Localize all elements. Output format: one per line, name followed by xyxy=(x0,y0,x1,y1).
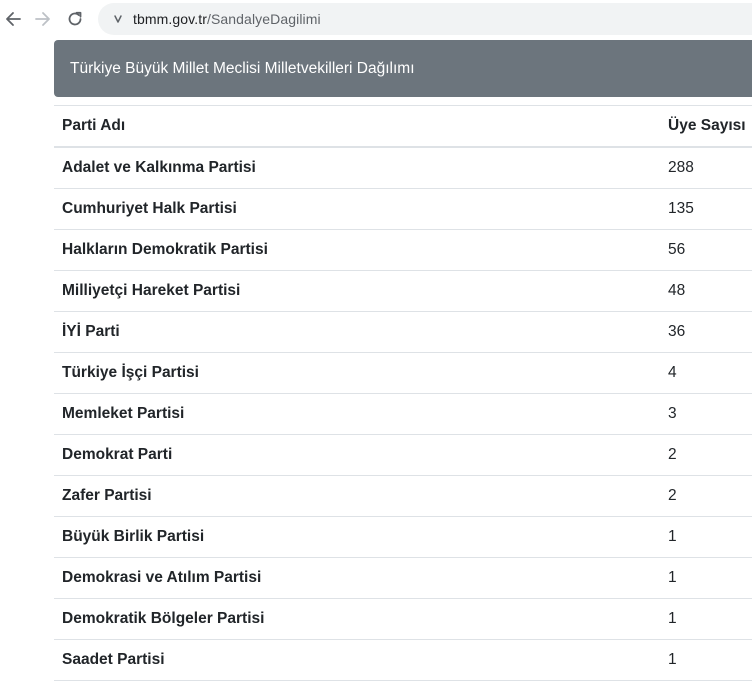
party-name: Milliyetçi Hareket Partisi xyxy=(54,271,660,312)
table-header-row xyxy=(54,106,752,148)
table-row xyxy=(54,394,752,435)
page-content xyxy=(0,38,752,684)
seat-count: 135 xyxy=(660,189,752,230)
card-header xyxy=(54,40,752,97)
seat-count: 4 xyxy=(660,353,752,394)
url-path: /SandalyeDagilimi xyxy=(206,11,321,27)
reload-button[interactable] xyxy=(63,7,87,31)
party-name: Demokratik Bölgeler Partisi xyxy=(54,599,660,640)
table-row xyxy=(54,517,752,558)
address-bar[interactable] xyxy=(98,3,752,35)
seat-count: 3 xyxy=(660,394,752,435)
arrow-left-icon xyxy=(5,11,21,27)
seat-count: 36 xyxy=(660,312,752,353)
table-row xyxy=(54,558,752,599)
party-name: Cumhuriyet Halk Partisi xyxy=(54,189,660,230)
reload-icon xyxy=(67,11,83,27)
party-name: Halkların Demokratik Partisi xyxy=(54,230,660,271)
party-name: İYİ Parti xyxy=(54,312,660,353)
column-header-party: Parti Adı xyxy=(54,106,660,148)
table-row xyxy=(54,230,752,271)
table-row xyxy=(54,435,752,476)
url-host: tbmm.gov.tr xyxy=(133,11,207,27)
seat-count: 2 xyxy=(660,476,752,517)
party-name: Türkiye İşçi Partisi xyxy=(54,353,660,394)
party-name: Memleket Partisi xyxy=(54,394,660,435)
party-name: Demokrat Parti xyxy=(54,435,660,476)
column-header-seats: Üye Sayısı xyxy=(660,106,752,148)
seat-count: 56 xyxy=(660,230,752,271)
seat-count: 1 xyxy=(660,599,752,640)
party-name: Saadet Partisi xyxy=(54,640,660,681)
table-row xyxy=(54,640,752,681)
table-row xyxy=(54,312,752,353)
table-row xyxy=(54,271,752,312)
seat-count: 48 xyxy=(660,271,752,312)
url-text[interactable] xyxy=(133,11,321,27)
party-seat-table xyxy=(54,105,752,681)
forward-button[interactable] xyxy=(31,7,55,31)
arrow-right-icon xyxy=(35,11,51,27)
party-name: Zafer Partisi xyxy=(54,476,660,517)
browser-toolbar xyxy=(0,0,752,38)
seat-count: 1 xyxy=(660,640,752,681)
table-row xyxy=(54,189,752,230)
site-info-icon[interactable] xyxy=(111,12,125,26)
party-name: Büyük Birlik Partisi xyxy=(54,517,660,558)
seat-count: 1 xyxy=(660,517,752,558)
table-row xyxy=(54,599,752,640)
table-row xyxy=(54,476,752,517)
back-button[interactable] xyxy=(1,7,25,31)
table-row xyxy=(54,147,752,189)
table-row xyxy=(54,353,752,394)
party-name: Demokrasi ve Atılım Partisi xyxy=(54,558,660,599)
seat-count: 1 xyxy=(660,558,752,599)
party-name: Adalet ve Kalkınma Partisi xyxy=(54,147,660,189)
seat-count: 2 xyxy=(660,435,752,476)
seat-count: 288 xyxy=(660,147,752,189)
page-title: Türkiye Büyük Millet Meclisi Milletvekilleri Dağılımı xyxy=(70,59,415,77)
